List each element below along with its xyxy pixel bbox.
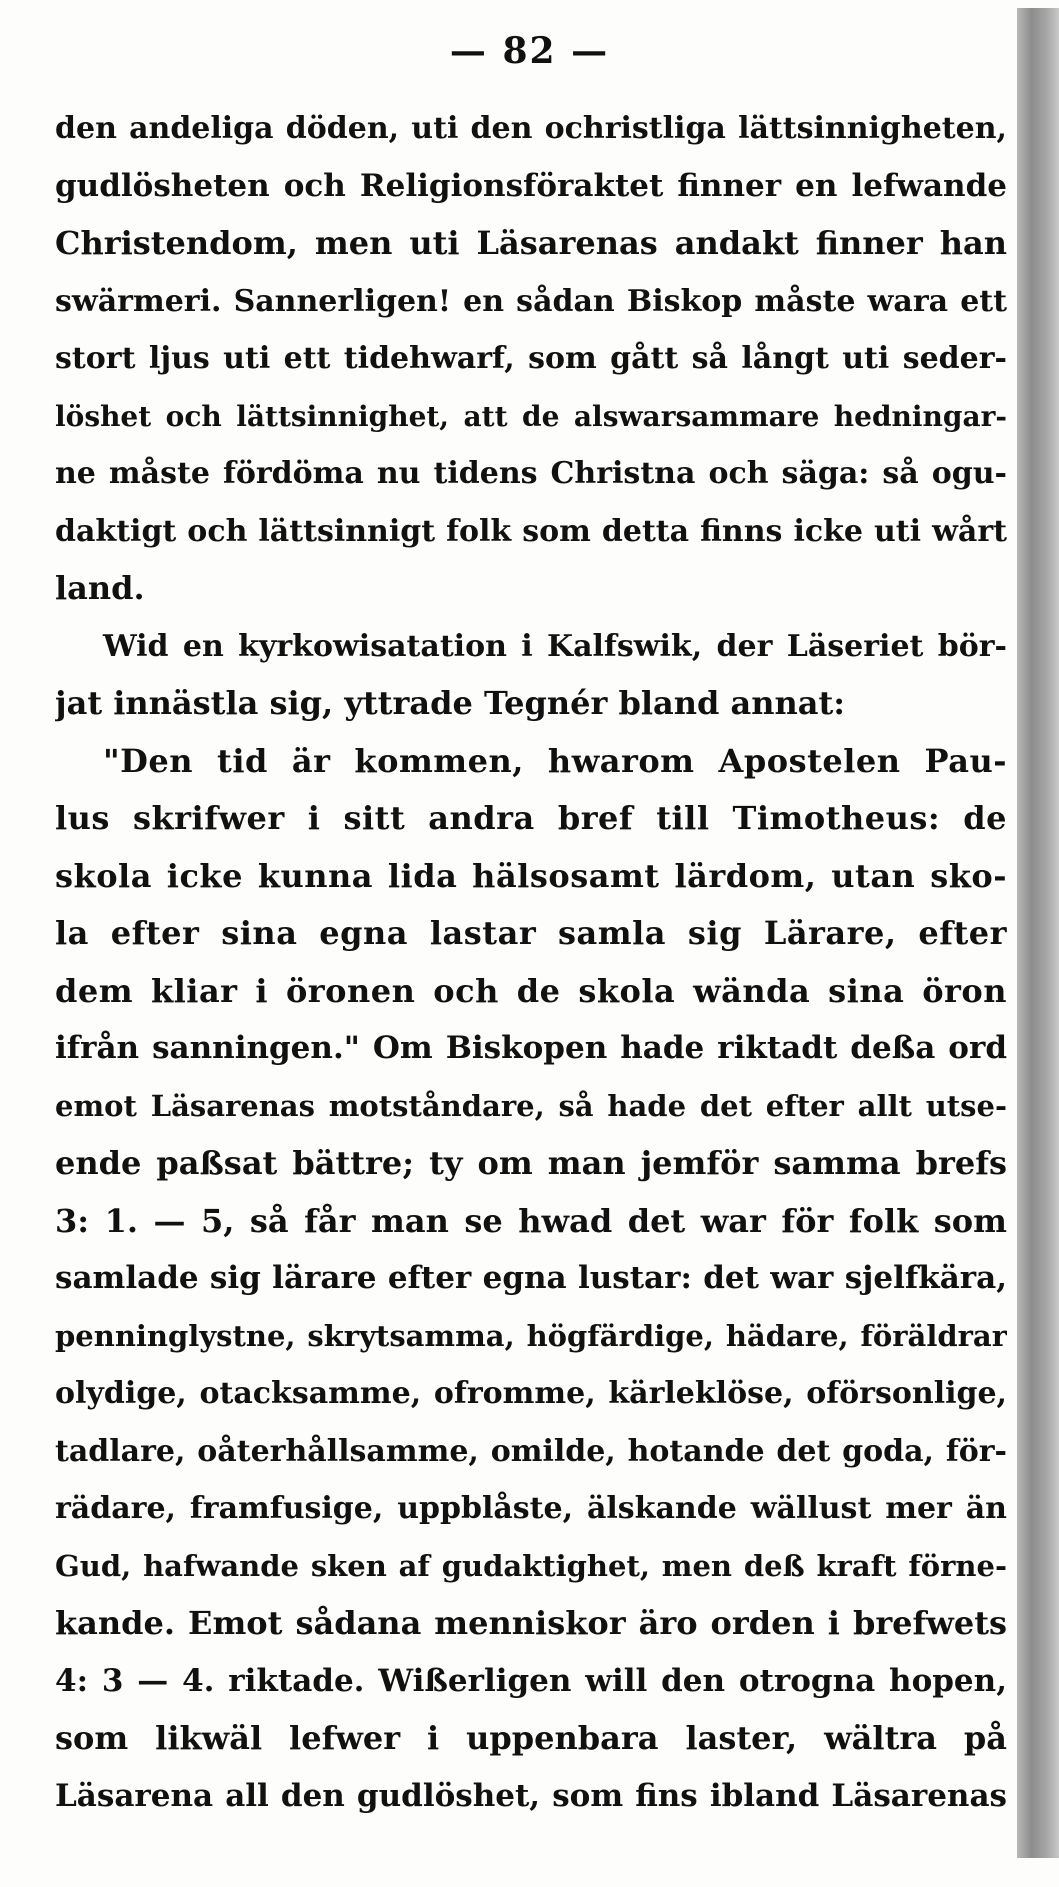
text-line: ifrån sanningen." Om Biskopen hade riktadt deßa ord <box>55 1030 1007 1066</box>
text-line: samlade sig lärare efter egna lustar: det war sjelfkära, <box>55 1260 1007 1296</box>
text-line: tadlare, oåterhållsamme, omilde, hotande det goda, för- <box>55 1433 1007 1469</box>
text-line: löshet och lättsinnighet, att de alswarsammare hedningar- <box>55 399 1007 433</box>
text-line: daktigt och lättsinnigt folk som detta finns icke uti wårt <box>55 513 1007 549</box>
quote-line: dem kliar i öronen och de skola wända sina öron <box>55 971 1007 1010</box>
text-line: 4: 3 — 4. riktade. Wißerligen will den otrogna hopen, <box>55 1662 1007 1699</box>
body-text <box>55 100 1007 1825</box>
page-number: — 82 — <box>449 30 610 72</box>
text-line: Läsarena all den gudlöshet, som fins ibland Läsarenas <box>55 1777 1007 1814</box>
text-line: penninglystne, skrytsamma, högfärdige, hädare, föräldrar <box>55 1318 1007 1353</box>
text-line: ende paßsat bättre; ty om man jemför samma brefs <box>55 1144 1007 1182</box>
text-line: gudlösheten och Religionsföraktet finner en lefwande <box>55 167 1007 204</box>
text-line: Gud, hafwande sken af gudaktighet, men deß kraft förne- <box>55 1548 1007 1583</box>
text-line: den andeliga döden, uti den ochristliga lättsinnigheten, <box>55 111 1007 146</box>
text-line: rädare, framfusige, uppblåste, älskande wällust mer än <box>55 1491 1007 1526</box>
text-line: jat innästla sig, yttrade Tegnér bland annat: <box>55 684 846 722</box>
text-line: olydige, otacksamme, ofromme, kärleklöse, oförsonlige, <box>55 1376 1007 1411</box>
text-line: kande. Emot sådana menniskor äro orden i brefwets <box>55 1604 1007 1642</box>
text-line: stort ljus uti ett tidehwarf, som gått så långt uti seder- <box>55 341 1007 376</box>
page-edge-shadow <box>1017 8 1059 1858</box>
text-line: ne måste fördöma nu tidens Christna och säga: så ogu- <box>55 456 1007 491</box>
quote-line: lus skrifwer i sitt andra bref till Timotheus: de <box>55 799 1007 837</box>
text-line: land. <box>55 569 145 607</box>
quote-line: la efter sina egna lastar samla sig Lärare, efter <box>55 914 1007 952</box>
text-line: som likwäl lefwer i uppenbara laster, wältra på <box>55 1719 1007 1757</box>
text-line: Christendom, men uti Läsarenas andakt finner han <box>55 224 1007 262</box>
text-line: swärmeri. Sannerligen! en sådan Biskop måste wara ett <box>55 283 1007 319</box>
quote-line: skola icke kunna lida hälsosamt lärdom, utan sko- <box>55 856 1007 895</box>
text-line: Wid en kyrkowisatation i Kalfswik, der Läseriet bör- <box>103 628 1007 664</box>
text-line: 3: 1. — 5, så får man se hwad det war för folk som <box>55 1201 1007 1240</box>
text-line: emot Läsarenas motståndare, så hade det efter allt utse- <box>55 1088 1007 1123</box>
quote-line: "Den tid är kommen, hwarom Apostelen Pau- <box>103 741 1007 780</box>
